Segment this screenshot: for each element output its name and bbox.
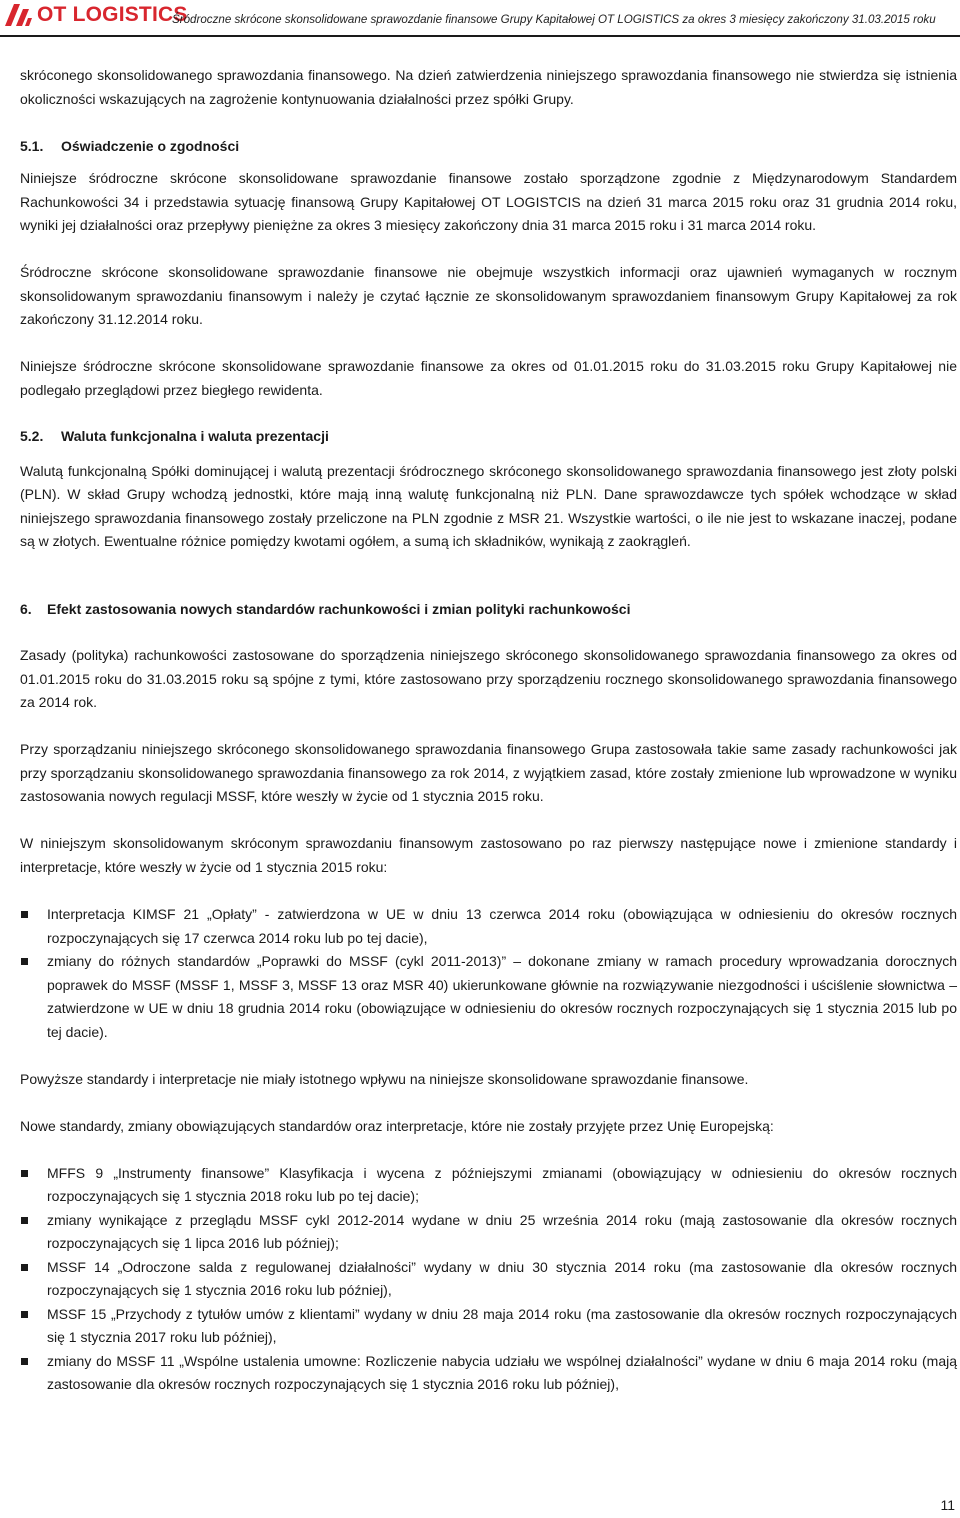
paragraph: Nowe standardy, zmiany obowiązujących standardów oraz interpretacje, które nie zostały przyjęte przez Unię Europejską:: [20, 1117, 774, 1134]
paragraph: Walutą funkcjonalną Spółki dominującej i walutą prezentacji śródrocznego skróconego skonsolidowanego sprawozdania finansowego jest złoty polski (PLN). W skład Grupy wchodzą jednostki, które mają inną walutę funkcjonalną niż PLN. Dane sprawozdawcze tych spółek wchodzące w skład niniejszego sprawozdania finansowego zostały przeliczone na PLN zgodnie z MSR 21. Wszystkie wartości, o ile nie jest to wskazane inaczej, podane są w złotych. Ewentualne różnice pomiędzy kwotami ogółem, a sumą ich składników, wynikają z zaokrągleń.: [20, 462, 957, 549]
page-number: 11: [940, 1497, 955, 1513]
section-heading-5-2: [20, 425, 957, 449]
paragraph: Przy sporządzaniu niniejszego skróconego skonsolidowanego sprawozdania finansowego Grupa zastosowała takie same zasady rachunkowości jak przy sporządzaniu skonsolidowanego sprawozdania finansowego za rok 2014, z wyjątkiem zasad, które zostały zmienione lub wprowadzone w wyniku zastosowania nowych regulacji MSSF, które weszły w życie od 1 stycznia 2015 roku.: [20, 741, 957, 804]
paragraph: W niniejszym skonsolidowanym skróconym sprawozdaniu finansowym zastosowano po raz pierwszy następujące nowe i zmienione standardy i interpretacje, które weszły w życie od 1 stycznia 2015 roku:: [20, 835, 957, 875]
list-item: zmiany wynikające z przeglądu MSSF cykl 2012-2014 wydane w dniu 25 września 2014 roku (mają zastosowanie dla okresów rocznych rozpoczynających się 1 lipca 2016 lub później);: [20, 1209, 957, 1256]
bullet-square-icon: [21, 1311, 28, 1318]
paragraph-intro: skróconego skonsolidowanego sprawozdania finansowego. Na dzień zatwierdzenia niniejszego sprawozdania finansowego nie stwierdza się istnienia okoliczności wskazujących na zagrożenie kontynuowania działalności przez spółki Grupy.: [20, 67, 957, 107]
list-item: MFFS 9 „Instrumenty finansowe” Klasyfikacja i wycena z późniejszymi zmianami (obowiązujący w odniesieniu do okresów rocznych rozpoczynających się 1 stycznia 2018 roku lub po tej dacie);: [20, 1162, 957, 1209]
document-title: Śródroczne skrócone skonsolidowane sprawozdanie finansowe Grupy Kapitałowej OT LOGISTICS za okres 3 miesięcy zakończony 31.03.2015 roku: [172, 13, 936, 26]
section-number: 5.1.: [20, 137, 44, 154]
paragraph: Zasady (polityka) rachunkowości zastosowane do sporządzenia niniejszego skróconego skonsolidowanego sprawozdania finansowego za okres od 01.01.2015 roku do 31.03.2015 roku są spójne z tymi, które zastosowano przy sporządzeniu rocznego skonsolidowanego sprawozdania finansowego za 2014 rok.: [20, 647, 957, 710]
ot-logistics-logo-icon: [3, 2, 33, 28]
bullet-list-adopted-standards: [20, 903, 957, 1044]
section-title: Waluta funkcjonalna i waluta prezentacji: [61, 428, 329, 444]
list-item: MSSF 14 „Odroczone salda z regulowanej działalności” wydany w dniu 30 stycznia 2014 roku (ma zastosowanie dla okresów rocznych rozpoczynających się 1 stycznia 2016 roku lub później),: [20, 1256, 957, 1303]
paragraph: Niniejsze śródroczne skrócone skonsolidowane sprawozdanie finansowe za okres od 01.01.2015 roku do 31.03.2015 roku Grupy Kapitałowej nie podlegało przeglądowi przez biegłego rewidenta.: [20, 358, 957, 398]
bullet-square-icon: [21, 911, 28, 918]
logo-text: OT LOGISTICS: [37, 3, 188, 26]
bullet-square-icon: [21, 1358, 28, 1365]
header-divider: [0, 35, 960, 37]
section-number: 6.: [20, 600, 32, 617]
bullet-square-icon: [21, 1170, 28, 1177]
list-item: MSSF 15 „Przychody z tytułów umów z klientami” wydany w dniu 28 maja 2014 roku (ma zastosowanie dla okresów rocznych rozpoczynających się 1 stycznia 2017 roku lub później),: [20, 1303, 957, 1350]
paragraph: Niniejsze śródroczne skrócone skonsolidowane sprawozdanie finansowe zostało sporządzone zgodnie z Międzynarodowym Standardem Rachunkowości 34 i przedstawia sytuację finansową Grupy Kapitałowej OT LOGISTCIS na dzień 31 marca 2015 roku oraz 31 grudnia 2014 roku, wyniki jej działalności oraz przepływy pieniężne za okres 3 miesięcy zakończony dnia 31 marca 2015 roku i 31 marca 2014 roku.: [20, 170, 957, 233]
section-title: Efekt zastosowania nowych standardów rachunkowości i zmian polityki rachunkowości: [47, 600, 631, 617]
section-heading-5-1: [20, 135, 957, 159]
list-item: Interpretacja KIMSF 21 „Opłaty” - zatwierdzona w UE w dniu 13 czerwca 2014 roku (obowiązująca w odniesieniu do okresów rocznych rozpoczynających się 17 czerwca 2014 roku lub po tej dacie),: [20, 903, 957, 950]
bullet-square-icon: [21, 958, 28, 965]
bullet-square-icon: [21, 1217, 28, 1224]
section-number: 5.2.: [20, 428, 44, 444]
document-body: [20, 64, 957, 1397]
bullet-square-icon: [21, 1264, 28, 1271]
page-header: [0, 0, 960, 40]
section-heading-6: [20, 598, 957, 622]
bullet-list-new-standards: [20, 1162, 957, 1397]
list-item: zmiany do MSSF 11 „Wspólne ustalenia umowne: Rozliczenie nabycia udziału we wspólnej działalności” wydane w dniu 6 maja 2014 roku (mają zastosowanie dla okresów rocznych rozpoczynających się 1 stycznia 2016 roku lub później),: [20, 1350, 957, 1397]
company-logo: [3, 2, 188, 28]
paragraph: Powyższe standardy i interpretacje nie miały istotnego wpływu na niniejsze skonsolidowane sprawozdanie finansowe.: [20, 1070, 749, 1087]
paragraph: Śródroczne skrócone skonsolidowane sprawozdanie finansowe nie obejmuje wszystkich informacji oraz ujawnień wymaganych w rocznym skonsolidowanym sprawozdaniu finansowym i należy je czytać łącznie ze skonsolidowanym sprawozdaniem finansowym Grupy Kapitałowej za rok zakończony 31.12.2014 roku.: [20, 264, 957, 327]
list-item: zmiany do różnych standardów „Poprawki do MSSF (cykl 2011-2013)” – dokonane zmiany w ramach procedury wprowadzania dorocznych poprawek do MSSF (MSSF 1, MSSF 3, MSSF 13 oraz MSR 40) ukierunkowane głównie na rozwiązywanie niezgodności i uściślenie słownictwa – zatwierdzone w UE w dniu 18 grudnia 2014 roku (obowiązujące w odniesieniu do okresów rocznych rozpoczynających się 1 stycznia 2015 lub po tej dacie).: [20, 950, 957, 1044]
section-title: Oświadczenie o zgodności: [61, 137, 240, 154]
